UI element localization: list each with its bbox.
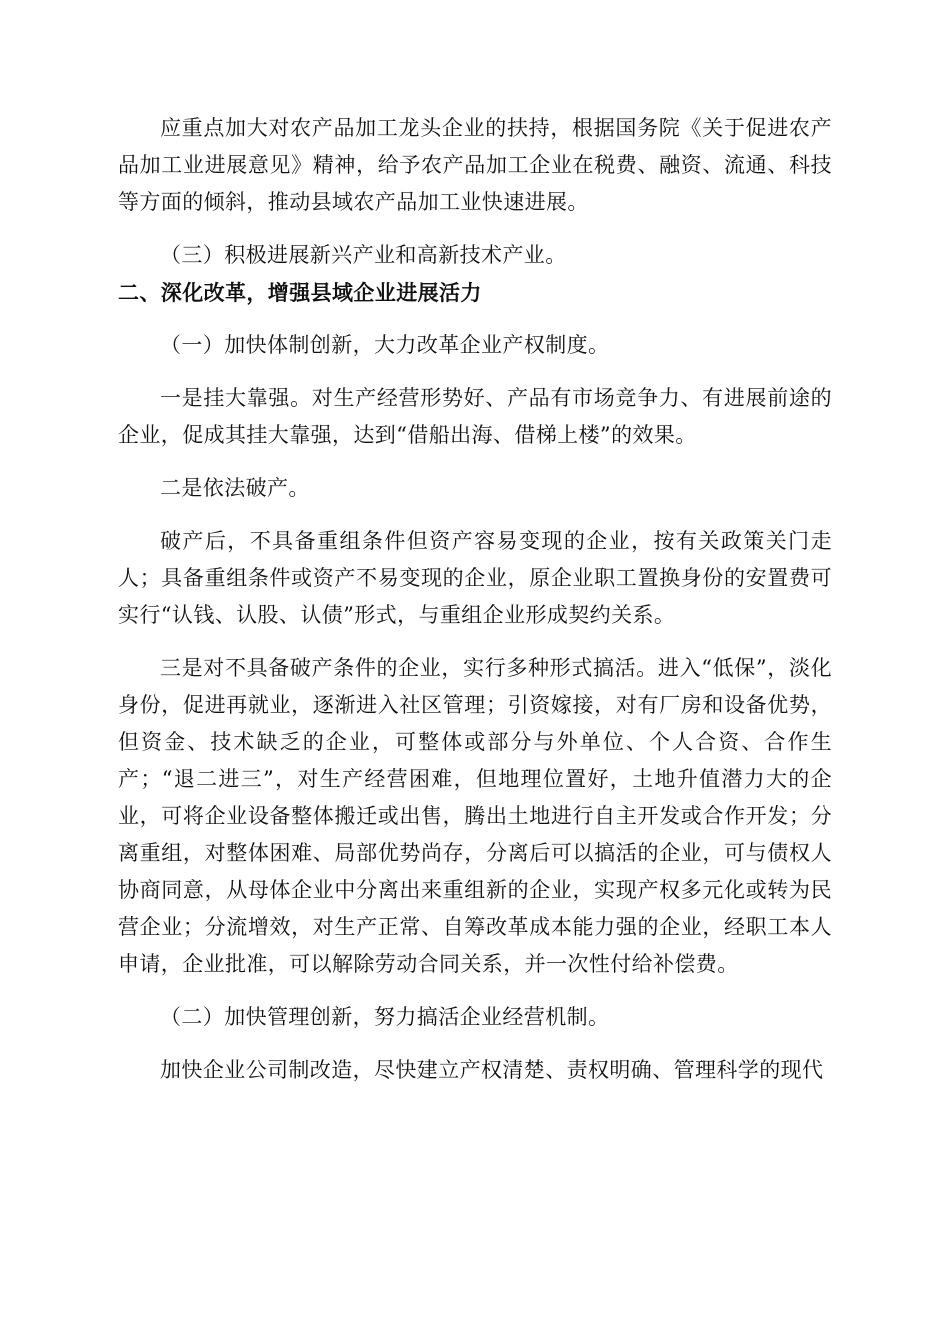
paragraph-revitalize-forms: 三是对不具备破产条件的企业，实行多种形式搞活。进入“低保”，淡化身份，促进再就业，逐渐进入社区管理；引资嫁接，对有厂房和设备优势，但资金、技术缺乏的企业，可整体或部分与外单位、个人合资、合作生产；“退二进三”，对生产经营困难，但地理位置好，土地升值潜力大的企业，可将企业设备整体搬迁或出售，腾出土地进行自主开发或合作开发；分离重组，对整体困难、局部优势尚存，分离后可以搞活的企业，可与债权人协商同意，从母体企业中分离出来重组新的企业，实现产权多元化或转为民营企业；分流增效，对生产正常、自筹改革成本能力强的企业，经职工本人申请，企业批准，可以解除劳动合同关系，并一次性付给补偿费。 — [118, 656, 832, 976]
paragraph-attach-strong: 一是挂大靠强。对生产经营形势好、产品有市场竞争力、有进展前途的企业，促成其挂大靠强，达到“借船出海、借梯上楼”的效果。 — [118, 386, 832, 447]
subheading-system-innovation: （一）加快体制创新，大力改革企业产权制度。 — [160, 333, 610, 357]
paragraph-bankruptcy: 二是依法破产。 — [160, 476, 310, 500]
paragraph-corporate-reform: 加快企业公司制改造，尽快建立产权清楚、责权明确、管理科学的现代 — [160, 1058, 824, 1082]
paragraph-agri-processing: 应重点加大对农产品加工龙头企业的扶持，根据国务院《关于促进农产品加工业进展意见》精神，给予农产品加工企业在税费、融资、流通、科技等方面的倾斜，推动县域农产品加工业快速进展。 — [118, 116, 832, 214]
subheading-management-innovation: （二）加快管理创新，努力搞活企业经营机制。 — [160, 1005, 610, 1029]
section-heading-deepen-reform: 二、深化改革，增强县域企业进展活力 — [118, 280, 482, 305]
paragraph-after-bankruptcy: 破产后，不具备重组条件但资产容易变现的企业，按有关政策关门走人；具备重组条件或资产不易变现的企业，原企业职工置换身份的安置费可实行“认钱、认股、认债”形式，与重组企业形成契约关系。 — [118, 529, 832, 627]
subheading-emerging-industries: （三）积极进展新兴产业和高新技术产业。 — [160, 243, 567, 267]
